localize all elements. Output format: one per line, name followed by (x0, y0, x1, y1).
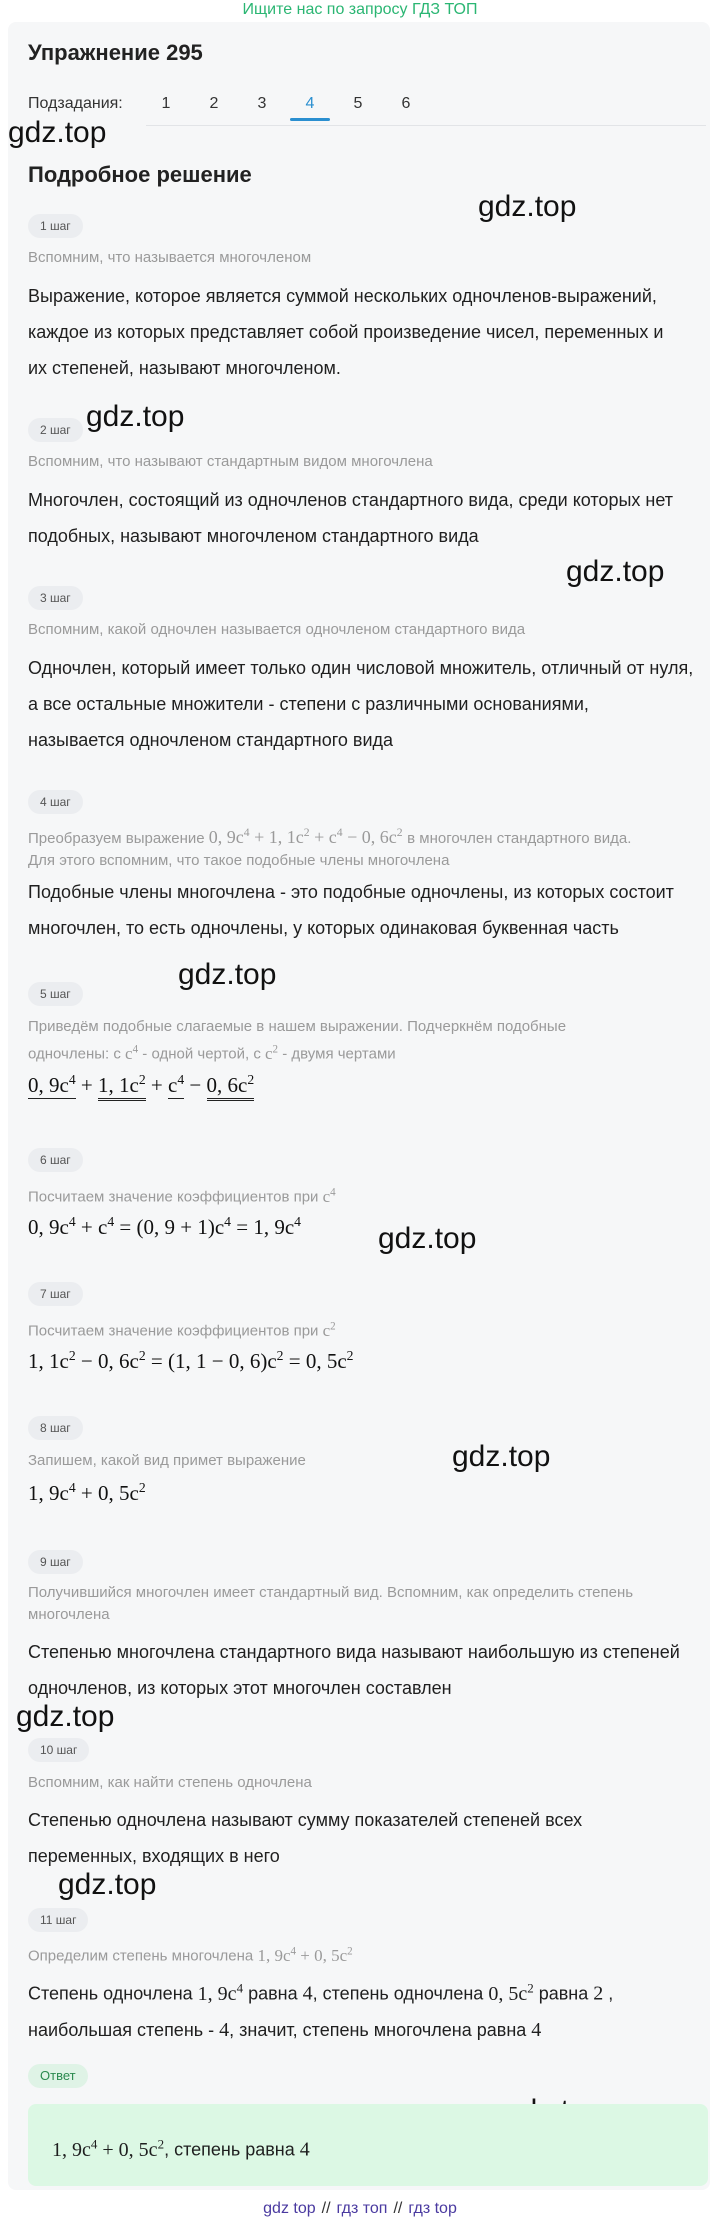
equation: 0, $9c^4 + c^4 = (0$, $9 + 1)c^4 = 1$, $9c^4$ (28, 1214, 301, 1239)
step-text (28, 278, 708, 386)
text-line: многочлен, то есть одночлены, у которых одинаковая буквенная часть (28, 918, 619, 938)
coef: 1, 1 (268, 827, 296, 847)
watermark: gdz.top (8, 116, 107, 149)
step-hint: Посчитаем значение коэффициентов при $c^4$ (28, 1186, 336, 1206)
subtask-tab-1[interactable]: 1 (161, 95, 171, 112)
text-line: Степенью многочлена стандартного вида называют наибольшую из степеней (28, 1642, 680, 1662)
hint-text: - одной чертой, с (142, 1045, 261, 1063)
step-text (28, 874, 708, 946)
footer-separator: // (393, 2200, 403, 2217)
expression: 0, $9c^4 + 1$, $1c^2 + c^4 - 0$, $6c^2$ (208, 826, 403, 847)
text-line: подобных, называют многочленом стандартного вида (28, 526, 479, 546)
step-badge: 10 шаг (28, 1738, 89, 1762)
coef: 0, 9 (208, 827, 236, 847)
step-text (28, 1970, 708, 2048)
answer-badge: Ответ (28, 2064, 88, 2088)
power: 2 (303, 826, 310, 839)
text-line: переменных, входящих в него (28, 1846, 280, 1866)
hint-part: Преобразуем выражение (28, 830, 205, 847)
subtasks-row (28, 93, 708, 127)
watermark: gdz.top (58, 1868, 157, 1901)
step-text (28, 1634, 708, 1706)
text-line: Степенью одночлена называют сумму показателей степеней всех (28, 1810, 583, 1830)
step-hint: Посчитаем значение коэффициентов при $c^2$ (28, 1320, 336, 1340)
text-line: Одночлен, который имеет только один числовой множитель, отличный от нуля, (28, 658, 694, 678)
power: 4 (243, 826, 250, 839)
step-hint: Вспомним, что называется многочленом (28, 249, 312, 266)
text-line: Подобные члены многочлена - это подобные одночлены, из которых состоит (28, 882, 674, 902)
step-badge: 2 шаг (28, 418, 83, 442)
step-hint: Вспомним, как найти степень одночлена (28, 1774, 312, 1791)
subtask-tab-4[interactable]: 4 (290, 95, 330, 113)
footer-link[interactable]: gdz top (263, 2200, 316, 2217)
step-badge: 8 шаг (28, 1416, 83, 1440)
hint-text: - двумя чертами (282, 1045, 396, 1063)
text-line: а все остальные множители - степени с различными основаниями, (28, 694, 589, 714)
coef: 0, 6 (361, 827, 389, 847)
var: c (388, 827, 397, 847)
step-text (28, 1802, 708, 1874)
hint-part: Для этого вспомним, что такое подобные члены многочлена (28, 852, 450, 869)
footer-link[interactable]: гдз топ (336, 2200, 388, 2217)
hint-part: Приведём подобные слагаемые в нашем выражении. Подчеркнём подобные (28, 1018, 567, 1035)
watermark: gdz.top (452, 1440, 551, 1473)
expression: $c^2$ (265, 1043, 279, 1063)
text-line: называется одночленом стандартного вида (28, 730, 394, 750)
step-badge: 9 шаг (28, 1550, 83, 1574)
subtask-tab-2[interactable]: 2 (209, 95, 219, 112)
subtasks-label: Подзадания: (28, 95, 123, 112)
subtasks-tabs (146, 93, 706, 126)
hint-part (28, 1038, 698, 1066)
solution-heading: Подробное решение (28, 162, 252, 187)
hint-text: одночлены: с (28, 1045, 121, 1063)
step-text (28, 482, 708, 554)
watermark: gdz.top (378, 1222, 477, 1255)
step-text (28, 650, 708, 758)
watermark: gdz.top (478, 190, 577, 223)
footer-link[interactable]: гдз top (408, 2200, 457, 2217)
step-hint (28, 822, 698, 872)
text-line: наибольшая степень - 4, значит, степень многочлена равна 4 (28, 2018, 542, 2041)
expression: $c^4$ (125, 1043, 139, 1063)
step-badge: 5 шаг (28, 982, 83, 1006)
watermark: gdz.top (566, 555, 665, 588)
equation: 1, $1c^2 - 0$, $6c^2 = (1$, 1 − 0, $6)c^2 = 0$, $5c^2$ (28, 1348, 354, 1373)
page-title: Упражнение 295 (28, 40, 203, 65)
text-line: Выражение, которое является суммой нескольких одночленов-выражений, (28, 286, 657, 306)
var: c (235, 827, 244, 847)
footer-separator: // (321, 2200, 331, 2217)
text-line: Степень одночлена 1, $9c^4$ равна 4, степень одночлена 0, $5c^2$ равна 2 , (28, 1980, 614, 2005)
var: c (328, 827, 337, 847)
subtask-tab-6[interactable]: 6 (401, 95, 411, 112)
text-line: их степеней, называют многочленом. (28, 358, 341, 378)
text-line: каждое из которых представляет собой произведение чисел, переменных и (28, 322, 664, 342)
underlined-expression: 0, $9c^4 + 1$, $1c^2 + c^4 - 0$, $6c^2$ (28, 1072, 254, 1098)
step-badge: 6 шаг (28, 1148, 83, 1172)
watermark: gdz.top (178, 958, 277, 991)
step-badge: 7 шаг (28, 1282, 83, 1306)
step-hint: Определим степень многочлена 1, $9c^4 + 0$, $5c^2$ (28, 1945, 353, 1965)
step-hint: Вспомним, какой одночлен называется одночленом стандартного вида (28, 621, 526, 638)
power: 4 (336, 826, 343, 839)
watermark: gdz.top (16, 1700, 115, 1733)
search-banner: Ищите нас по запросу ГДЗ ТОП (242, 1, 478, 18)
text-line: Многочлен, состоящий из одночленов стандартного вида, среди которых нет (28, 490, 673, 510)
step-hint: Запишем, какой вид примет выражение (28, 1452, 306, 1469)
step-badge: 11 шаг (28, 1908, 88, 1932)
watermark: gdz.top (86, 400, 185, 433)
subtask-tab-3[interactable]: 3 (257, 95, 267, 112)
step-badge: 3 шаг (28, 586, 83, 610)
footer-links (0, 2200, 720, 2218)
equation: 1, $9c^4 + 0$, $5c^2$ (28, 1480, 146, 1505)
power: 2 (396, 826, 403, 839)
step-hint (28, 1016, 698, 1066)
subtask-tab-5[interactable]: 5 (353, 95, 363, 112)
step-hint: Вспомним, что называют стандартным видом многочлена (28, 453, 433, 470)
step-badge: 1 шаг (28, 214, 83, 238)
var: c (295, 827, 304, 847)
answer-box (28, 2104, 708, 2186)
answer-text: 1, $9c^4 + 0$, $5c^2$, степень равна 4 (52, 2136, 310, 2161)
text-line: одночленов, из которых этот многочлен составлен (28, 1678, 452, 1698)
step-hint: Получившийся многочлен имеет стандартный вид. Вспомним, как определить степень многочлена (28, 1584, 634, 1623)
step-badge: 4 шаг (28, 790, 83, 814)
hint-part: в многочлен стандартного вида. (407, 830, 632, 847)
